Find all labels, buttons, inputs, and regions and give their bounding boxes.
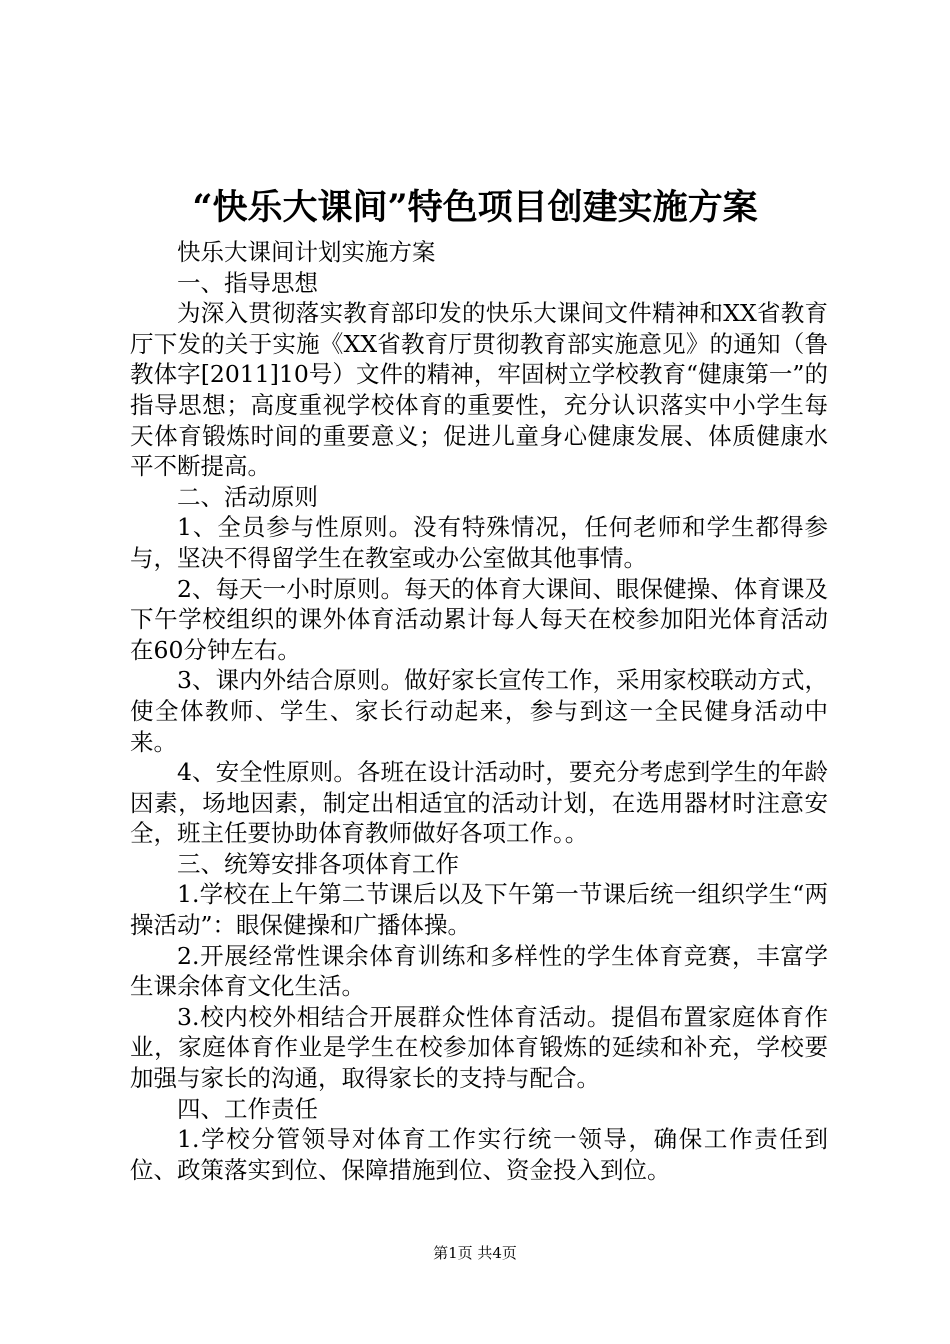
paragraph: 1.学校分管领导对体育工作实行统一领导，确保工作责任到位、政策落实到位、保障措施到位、资金投入到位。 (130, 1125, 828, 1184)
paragraph: 1.学校在上午第二节课后以及下午第一节课后统一组织学生“两操活动”：眼保健操和广播体操。 (130, 880, 828, 940)
paragraph: 3.校内校外相结合开展群众性体育活动。提倡布置家庭体育作业，家庭体育作业是学生在校参加体育锻炼的延续和补充，学校要加强与家长的沟通，取得家长的支持与配合。 (130, 1002, 828, 1093)
paragraph: 2、每天一小时原则。每天的体育大课间、眼保健操、体育课及下午学校组织的课外体育活动累计每人每天在校参加阳光体育活动在60分钟左右。 (130, 574, 828, 664)
paragraph: 为深入贯彻落实教育部印发的快乐大课间文件精神和XX省教育厅下发的关于实施《XX省教育厅贯彻教育部实施意见》的通知（鲁教体字[2011]10号）文件的精神，牢固树立学校教育“健康第一”的指导思想；高度重视学校体育的重要性，充分认识落实中小学生每天体育锻炼时间的重要意义；促进儿童身心健康发展、体质健康水平不断提高。 (130, 299, 828, 481)
paragraph: 2.开展经常性课余体育训练和多样性的学生体育竞赛，丰富学生课余体育文化生活。 (130, 941, 828, 1001)
document-body (130, 237, 828, 1185)
section-heading-activity-principles: 二、活动原则 (177, 482, 318, 511)
document-title: “快乐大课间”特色项目创建实施方案 (192, 187, 758, 228)
paragraph-plan-title: 快乐大课间计划实施方案 (177, 238, 436, 266)
paragraph: 3、课内外结合原则。做好家长宣传工作，采用家校联动方式，使全体教师、学生、家长行动起来，参与到这一全民健身活动中来。 (130, 666, 828, 756)
section-heading-arrangement: 三、统筹安排各项体育工作 (177, 849, 459, 878)
paragraph: 1、全员参与性原则。没有特殊情况，任何老师和学生都得参与，坚决不得留学生在教室或办公室做其他事情。 (130, 513, 828, 572)
paragraph: 4、安全性原则。各班在设计活动时，要充分考虑到学生的年龄因素，场地因素，制定出相适宜的活动计划，在选用器材时注意安全，班主任要协助体育教师做好各项工作。。 (130, 758, 828, 848)
page-footer: 第1页 共4页 (433, 1244, 517, 1262)
section-heading-guiding-thought: 一、指导思想 (177, 268, 318, 297)
section-heading-responsibility: 四、工作责任 (177, 1094, 318, 1123)
